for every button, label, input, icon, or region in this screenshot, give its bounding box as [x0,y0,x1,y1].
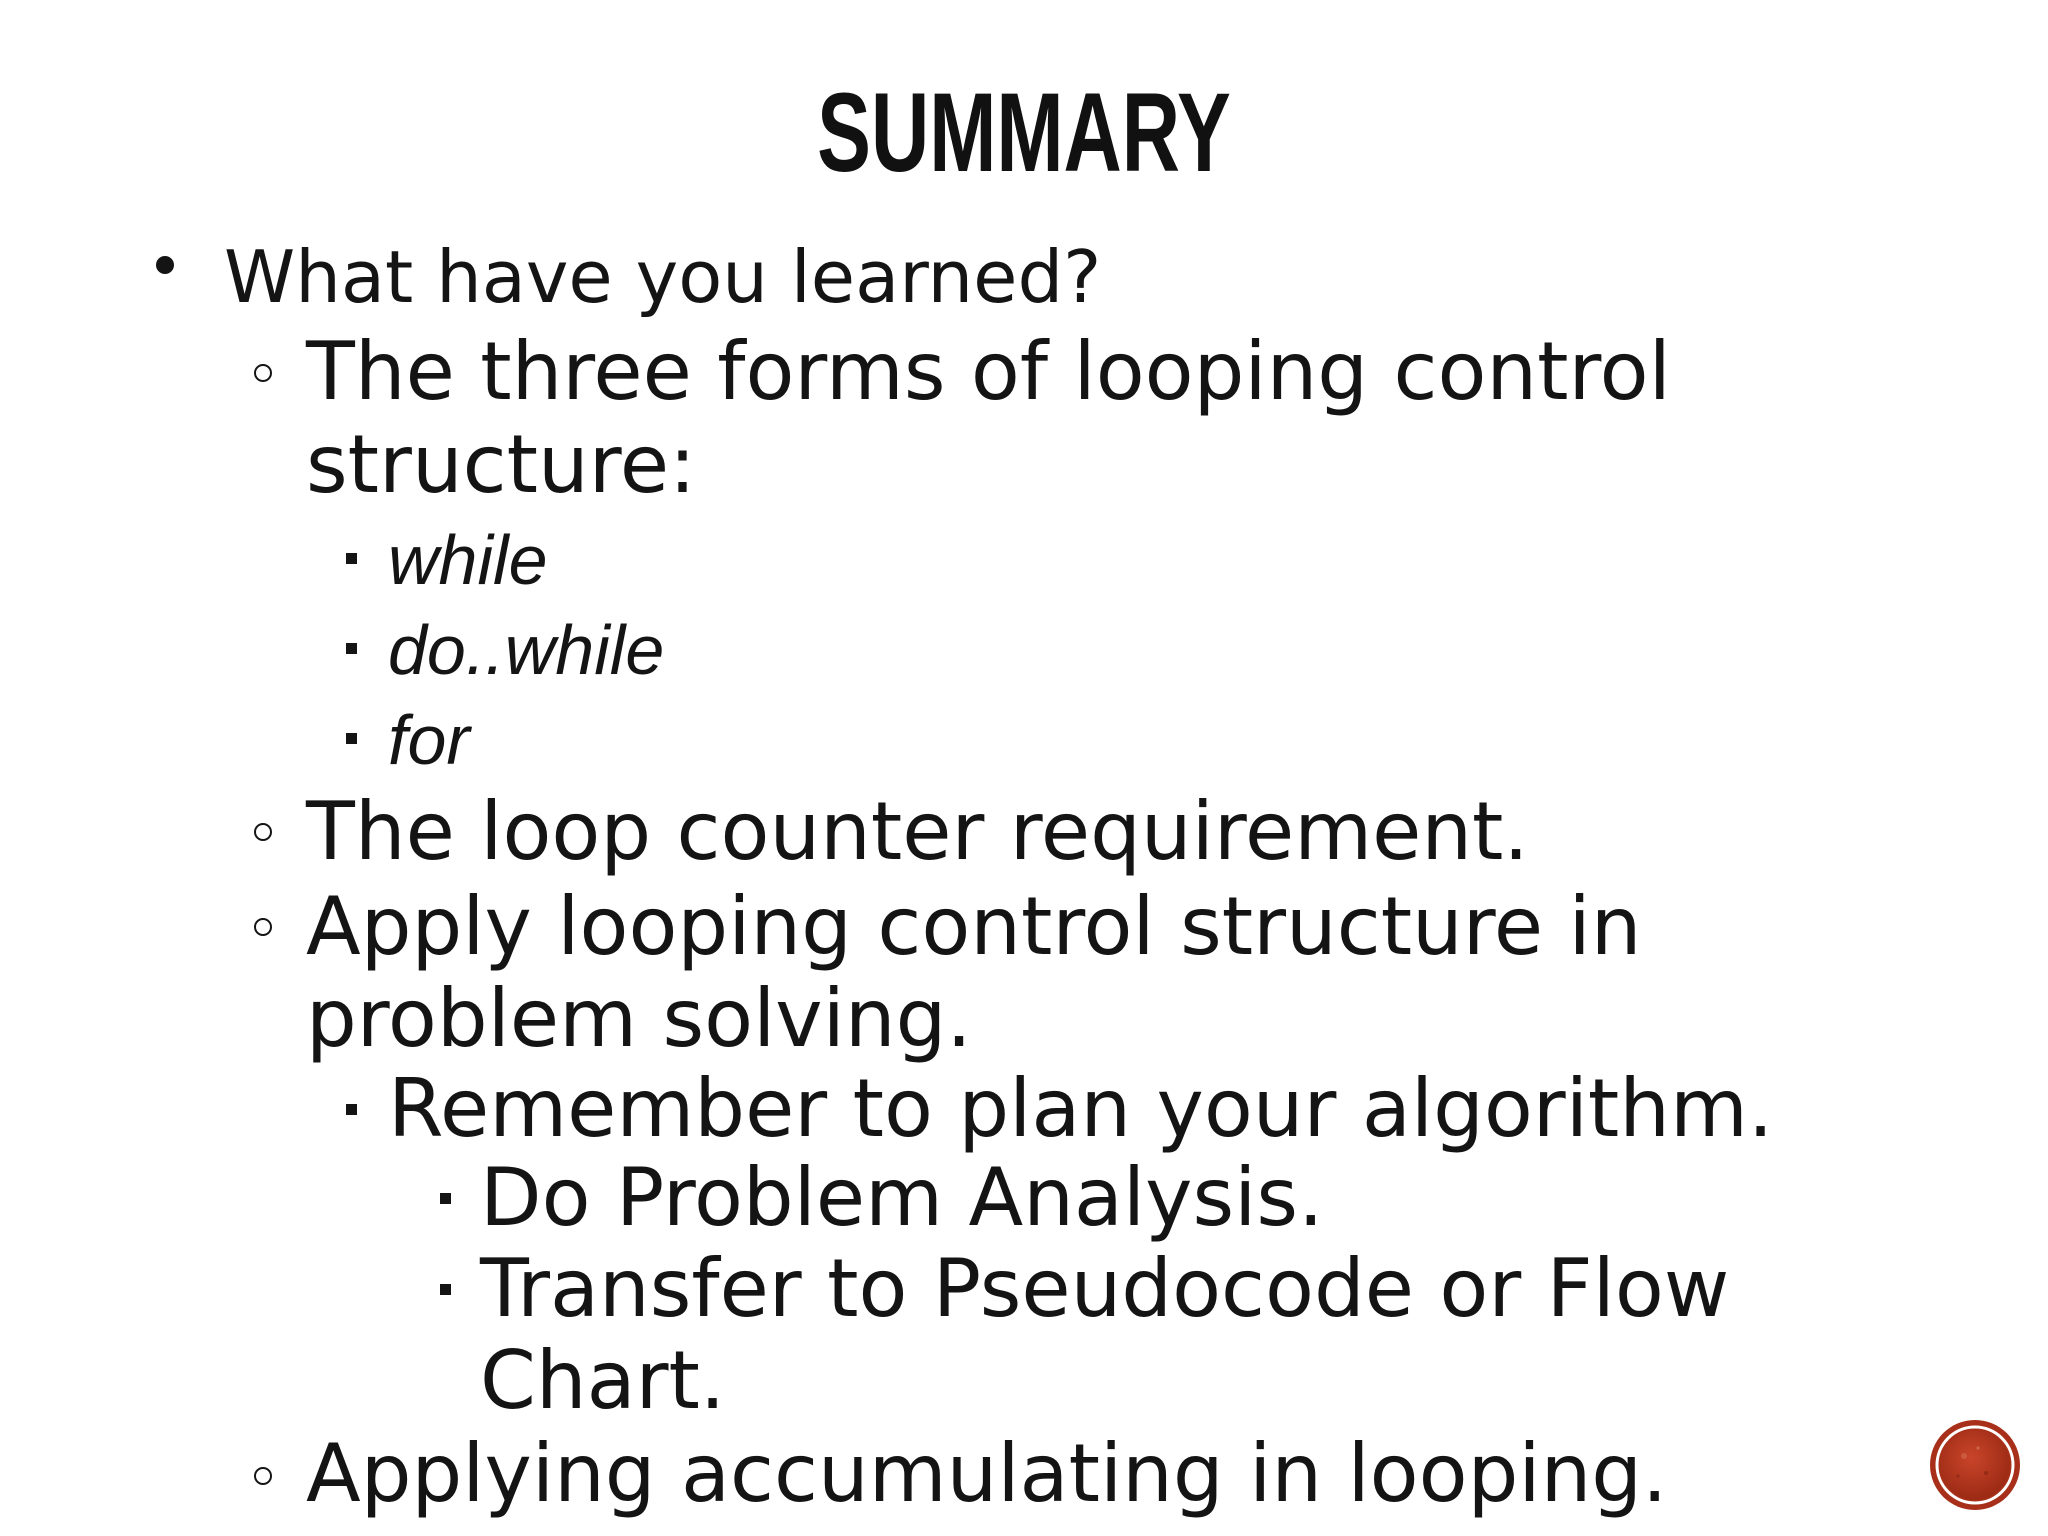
bullet-text-line2: structure: [306,418,696,511]
bullet-text-line2: problem solving. [306,972,972,1065]
hollow-circle-bullet-icon [254,364,272,382]
bullet-text: What have you learned? [224,235,1102,319]
hollow-circle-bullet-icon [254,823,272,841]
square-bullet-icon [440,1284,451,1295]
bullet-text-line2: Chart. [480,1334,726,1427]
bullet-text: The loop counter requirement. [306,785,1529,878]
square-bullet-icon [346,643,357,654]
bullet-text: Do Problem Analysis. [480,1151,1324,1244]
square-bullet-icon [440,1193,451,1204]
bullet-text-line1: Transfer to Pseudocode or Flow [480,1242,1730,1335]
slide-title: SUMMARY [817,70,1231,195]
bullet-text: Applying accumulating in looping. [306,1427,1668,1520]
bullet-text-line1: Apply looping control structure in [306,880,1642,973]
circular-badge-icon [1928,1418,2022,1512]
square-bullet-icon [346,733,357,744]
square-bullet-icon [346,1104,357,1115]
hollow-circle-bullet-icon [254,1467,272,1485]
filled-circle-bullet-icon [156,256,174,274]
bullet-text: while [388,521,548,599]
bullet-text: for [388,701,470,779]
square-bullet-icon [346,553,357,564]
bullet-text: Remember to plan your algorithm. [388,1062,1774,1155]
hollow-circle-bullet-icon [254,918,272,936]
bullet-text: do..while [388,611,665,689]
bullet-text-line1: The three forms of looping control [306,325,1671,418]
